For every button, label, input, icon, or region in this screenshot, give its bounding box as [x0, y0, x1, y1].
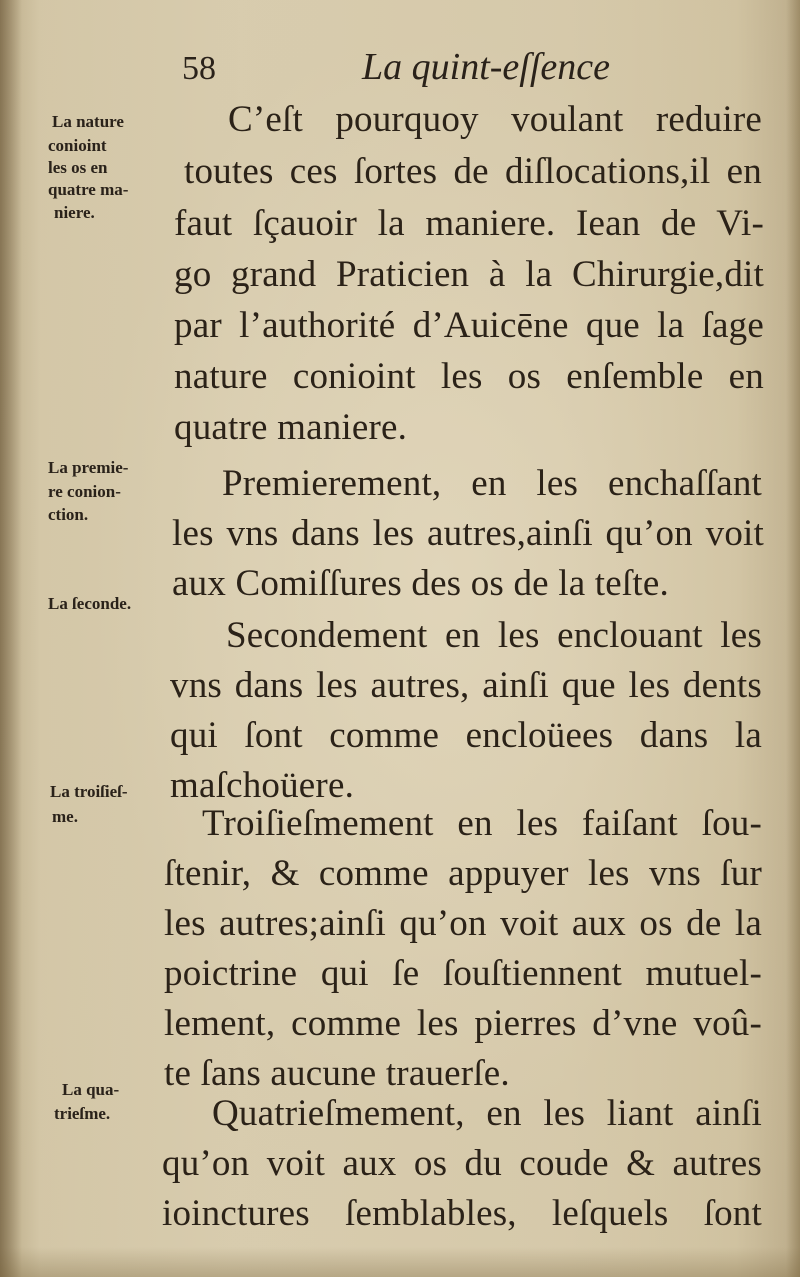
text-line: go grand Praticien à la Chirurgie,dit	[174, 254, 764, 295]
text-line: qui ſont comme encloüees dans la	[170, 715, 762, 756]
text-line: vns dans les autres, ainſi que les dents	[170, 665, 762, 706]
text-line: faut ſçauoir la maniere. Iean de Vi-	[174, 203, 764, 244]
text-line: qu’on voit aux os du coude & autres	[162, 1143, 762, 1184]
spine-shadow	[0, 0, 22, 1277]
text-line: Troiſieſmement en les faiſant ſou-	[202, 803, 762, 844]
text-line: lement, comme les pierres d’vne voû-	[164, 1003, 762, 1044]
text-line: Secondement en les enclouant les	[226, 615, 762, 656]
text-line: Quatrieſmement, en les liant ainſi	[212, 1093, 762, 1134]
margin-note-line: re conion-	[48, 482, 121, 501]
page-edge-right	[786, 0, 800, 1277]
margin-note-line: ction.	[48, 505, 89, 524]
text-line: aux Comiſſures des os de la teſte.	[172, 563, 669, 604]
margin-note-line: La ſeconde.	[48, 594, 132, 613]
margin-note-line: La troiſieſ-	[50, 782, 128, 801]
text-line: maſchoüere.	[170, 765, 355, 806]
margin-note-line: La qua-	[62, 1080, 120, 1099]
margin-note-line: niere.	[54, 203, 95, 222]
text-line: les autres;ainſi qu’on voit aux os de la	[164, 903, 762, 944]
text-line: Premierement, en les enchaſſant	[222, 463, 762, 504]
margin-note-line: La premie-	[48, 458, 129, 477]
text-line: ioinctures ſemblables, leſquels ſont	[162, 1193, 762, 1234]
text-line: poictrine qui ſe ſouſtiennent mutuel-	[164, 953, 762, 994]
text-line: les vns dans les autres,ainſi qu’on voit	[172, 513, 764, 554]
margin-note-line: quatre ma-	[48, 180, 129, 199]
page-edge-bottom	[0, 1247, 800, 1277]
margin-note-line: conioint	[48, 136, 107, 155]
margin-note-line: me.	[52, 807, 78, 826]
running-title: La quint-eſſence	[362, 46, 610, 88]
text-line: par l’authorité d’Auicēne que la ſage	[174, 305, 764, 346]
text-line: te ſans aucune trauerſe.	[164, 1053, 510, 1094]
text-line: ſtenir, & comme appuyer les vns ſur	[164, 853, 762, 894]
text-line: toutes ces ſortes de diſlocations,il en	[184, 151, 762, 192]
text-line: C’eſt pourquoy voulant reduire	[228, 99, 762, 140]
text-line: quatre maniere.	[174, 407, 408, 448]
margin-note-line: La nature	[52, 112, 124, 131]
margin-note-line: trieſme.	[54, 1104, 111, 1123]
page-number: 58	[182, 50, 216, 87]
margin-note-line: les os en	[48, 158, 108, 177]
text-line: nature conioint les os enſemble en	[174, 356, 764, 397]
